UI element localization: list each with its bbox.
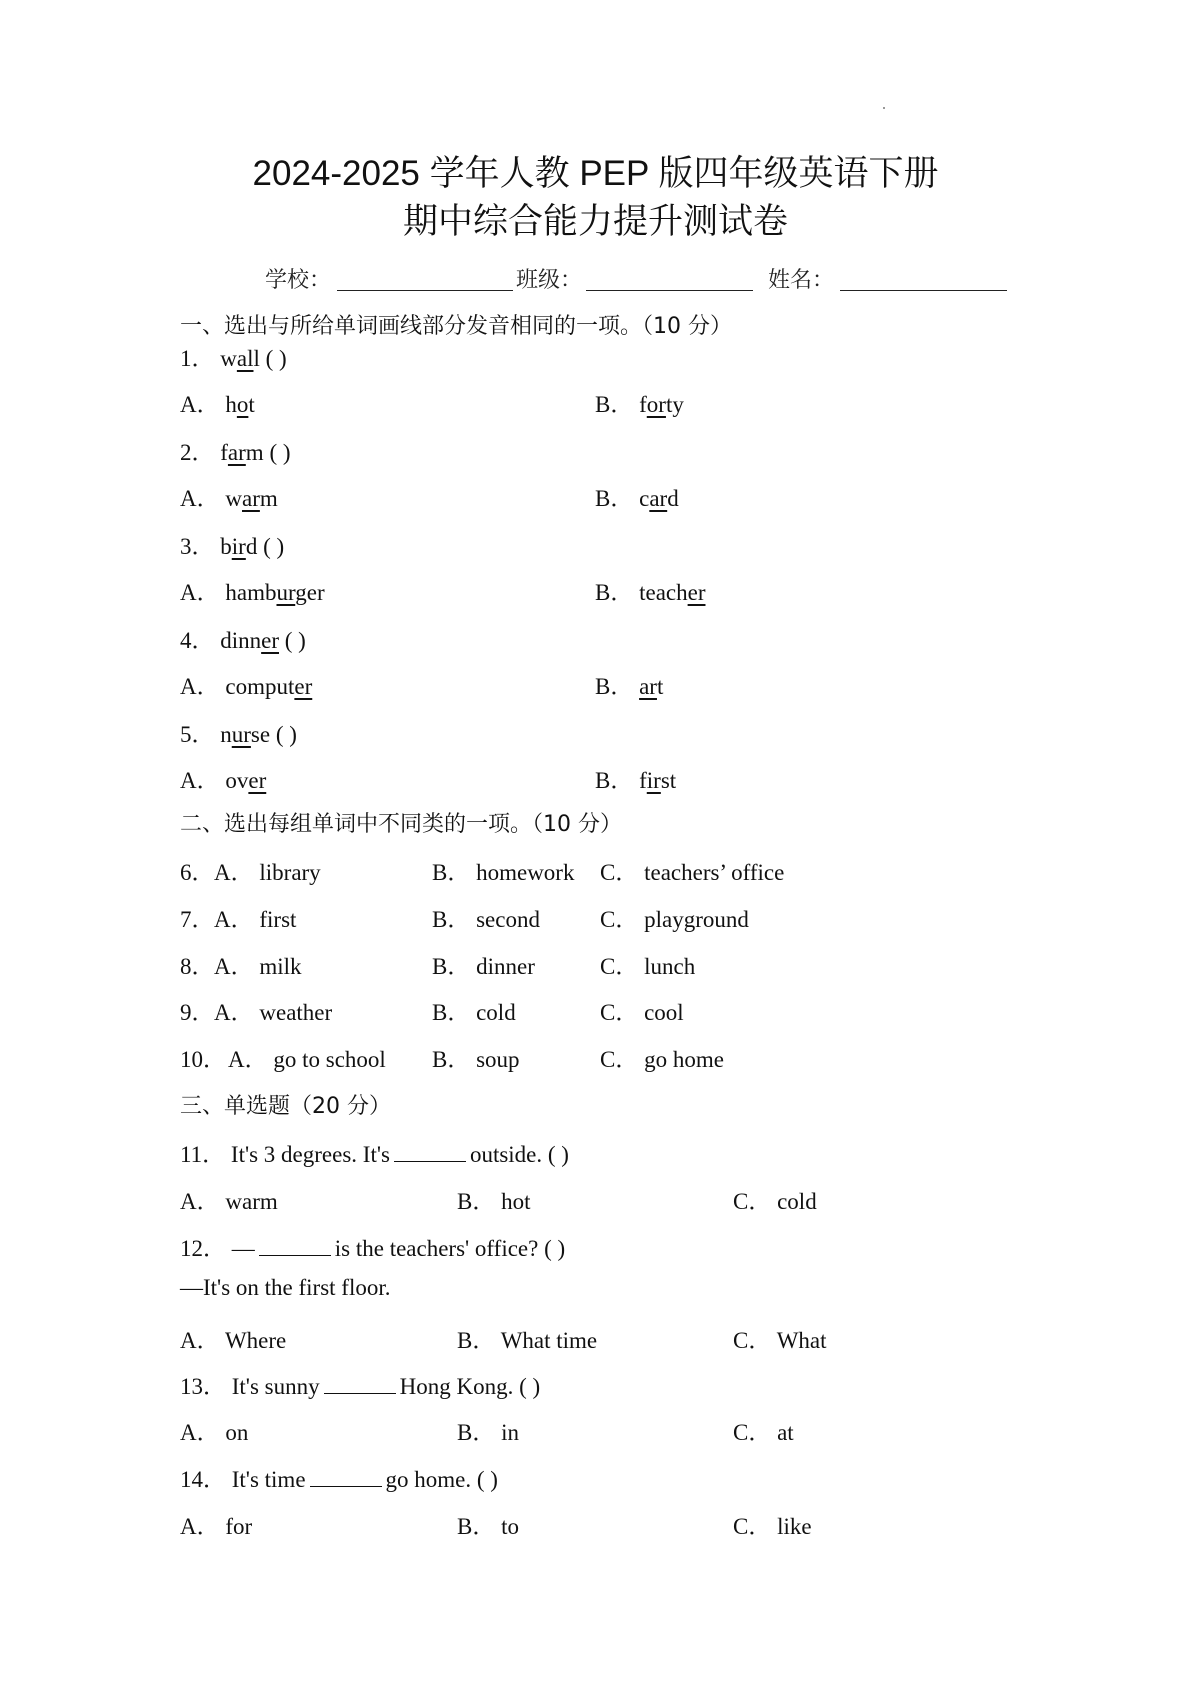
option-b[interactable] [595, 574, 705, 607]
option-letter: A． [180, 1328, 220, 1353]
option-text: cool [644, 1000, 684, 1025]
question-text-before: It's time [231, 1467, 306, 1492]
option-word [639, 674, 663, 699]
option-letter: B． [432, 1047, 471, 1072]
underlined-part: al [236, 346, 254, 371]
scan-dot [883, 107, 885, 109]
option-letter: B． [595, 580, 634, 605]
option-letter: A． [180, 1189, 220, 1214]
option-a[interactable] [180, 762, 266, 795]
option-a[interactable] [214, 948, 302, 981]
question-4 [180, 622, 306, 655]
underlined-part: ar [242, 486, 260, 511]
word-suffix: t [248, 392, 255, 417]
question-number: 3． [180, 534, 215, 559]
option-letter: B． [457, 1189, 496, 1214]
question-text-after: go home. ( ) [385, 1467, 498, 1492]
option-a[interactable] [180, 480, 278, 513]
option-letter: A． [180, 486, 220, 511]
option-text: cold [777, 1189, 817, 1214]
question-14 [180, 1461, 498, 1494]
option-c[interactable] [733, 1322, 827, 1355]
question-5 [180, 716, 297, 749]
underlined-part: ar [649, 486, 668, 511]
word-suffix: m [259, 486, 278, 511]
option-letter: C． [600, 1000, 639, 1025]
option-word [225, 674, 312, 699]
underlined-part: o [236, 392, 249, 417]
option-a[interactable] [180, 668, 312, 701]
word-prefix: b [220, 534, 232, 559]
option-word [639, 580, 705, 605]
option-letter: A． [228, 1047, 268, 1072]
question-word [220, 534, 257, 559]
answer-paren[interactable]: ( ) [269, 440, 291, 465]
answer-paren[interactable]: ( ) [284, 628, 306, 653]
question-number: 9． [180, 1000, 215, 1025]
option-text: dinner [476, 954, 535, 979]
option-letter: B． [595, 486, 634, 511]
option-text: for [225, 1514, 253, 1539]
option-letter: A． [214, 1000, 254, 1025]
underlined-part: ar [227, 440, 246, 465]
option-b[interactable] [457, 1322, 597, 1355]
answer-paren[interactable]: ( ) [275, 722, 297, 747]
option-text: second [476, 907, 540, 932]
option-a[interactable] [180, 1508, 252, 1541]
option-text: go home [644, 1047, 724, 1072]
word-prefix: n [220, 722, 232, 747]
question-number: 8． [180, 954, 215, 979]
underlined-part: er [687, 580, 706, 605]
question-number: 13． [180, 1374, 226, 1399]
question-text-before: — [231, 1236, 255, 1261]
option-letter: C． [733, 1328, 772, 1353]
option-letter: B． [432, 954, 471, 979]
option-letter: B． [595, 768, 634, 793]
word-prefix: dinn [220, 628, 262, 653]
option-c[interactable] [600, 854, 784, 887]
word-suffix: st [660, 768, 677, 793]
class-field[interactable] [586, 290, 753, 291]
question-number: 12． [180, 1236, 226, 1261]
option-word [225, 580, 324, 605]
option-b[interactable] [457, 1183, 530, 1216]
section3-heading: 三、单选题（20 分） [180, 1094, 391, 1119]
option-text: go to school [273, 1047, 386, 1072]
underlined-part: ur [231, 722, 251, 747]
option-c[interactable] [600, 901, 749, 934]
option-word [225, 392, 254, 417]
option-letter: C． [600, 954, 639, 979]
answer-blank[interactable] [259, 1237, 331, 1256]
option-a[interactable] [180, 1183, 278, 1216]
question-number: 10． [180, 1047, 226, 1072]
section1-heading: 一、选出与所给单词画线部分发音相同的一项。（10 分） [180, 314, 732, 339]
question-number: 14． [180, 1467, 226, 1492]
question-number: 7． [180, 907, 215, 932]
option-a[interactable] [214, 994, 332, 1027]
question-12 [180, 1230, 565, 1263]
question-text-after: outside. ( ) [469, 1142, 569, 1167]
option-text: playground [644, 907, 749, 932]
option-letter: B． [595, 674, 634, 699]
word-suffix: d [667, 486, 679, 511]
question-text-after: is the teachers' office? ( ) [334, 1236, 566, 1261]
question-11 [180, 1136, 569, 1169]
option-b[interactable] [432, 901, 540, 934]
word-prefix: w [225, 486, 242, 511]
word-suffix: l [253, 346, 260, 371]
question-response-line: —It's on the first floor. [180, 1275, 391, 1300]
option-text: warm [225, 1189, 278, 1214]
option-c[interactable] [733, 1414, 794, 1447]
option-text: milk [259, 954, 302, 979]
option-a[interactable] [214, 854, 321, 887]
word-prefix: ov [225, 768, 249, 793]
word-suffix: ty [665, 392, 684, 417]
option-word [225, 768, 266, 793]
option-a[interactable] [214, 901, 296, 934]
word-prefix: f [639, 392, 647, 417]
option-letter: A． [180, 580, 220, 605]
answer-blank[interactable] [394, 1143, 466, 1162]
word-suffix: ger [295, 580, 325, 605]
option-text: What time [500, 1328, 598, 1353]
word-prefix: teach [639, 580, 688, 605]
option-b[interactable] [595, 668, 663, 701]
option-letter: B． [457, 1328, 496, 1353]
option-c[interactable] [733, 1508, 812, 1541]
option-letter: B． [432, 1000, 471, 1025]
option-text: library [259, 860, 321, 885]
option-letter: B． [432, 860, 471, 885]
option-text: What [776, 1328, 827, 1353]
underlined-part: ir [646, 768, 661, 793]
word-suffix: d [245, 534, 258, 559]
option-text: lunch [644, 954, 696, 979]
option-text: soup [476, 1047, 520, 1072]
underlined-part: er [294, 674, 313, 699]
question-word [220, 722, 270, 747]
option-letter: C． [733, 1420, 772, 1445]
word-prefix: comput [225, 674, 295, 699]
option-word [225, 486, 277, 511]
question-text-after: Hong Kong. ( ) [399, 1374, 541, 1399]
option-text: weather [259, 1000, 333, 1025]
question-word [220, 628, 279, 653]
option-letter: C． [600, 860, 639, 885]
option-letter: C． [733, 1514, 772, 1539]
option-b[interactable] [432, 854, 574, 887]
name-label: 姓名： [768, 268, 835, 293]
option-letter: C． [733, 1189, 772, 1214]
word-prefix: w [220, 346, 237, 371]
question-13 [180, 1368, 540, 1401]
option-word [639, 392, 684, 417]
option-letter: B． [432, 907, 471, 932]
option-b[interactable] [432, 1041, 520, 1074]
question-text-before: It's sunny [231, 1374, 320, 1399]
page-title-line1: 2024-2025 学年人教 PEP 版四年级英语下册 [252, 154, 939, 193]
question-text-before: It's 3 degrees. It's [230, 1142, 390, 1167]
option-letter: A． [214, 954, 254, 979]
option-text: at [777, 1420, 794, 1445]
option-b[interactable] [595, 762, 676, 795]
name-field[interactable] [840, 290, 1007, 291]
school-field[interactable] [337, 290, 513, 291]
word-prefix: f [639, 768, 647, 793]
section2-heading: 二、选出每组单词中不同类的一项。（10 分） [180, 812, 622, 837]
question-number: 5． [180, 722, 215, 747]
underlined-part: ir [231, 534, 246, 559]
option-letter: A． [180, 768, 220, 793]
answer-paren[interactable]: ( ) [263, 534, 285, 559]
option-a[interactable] [180, 1414, 248, 1447]
option-c[interactable] [733, 1183, 817, 1216]
question-word [220, 440, 263, 465]
school-label: 学校： [265, 268, 332, 293]
option-word [639, 486, 679, 511]
option-letter: B． [595, 392, 634, 417]
option-letter: B． [457, 1420, 496, 1445]
word-prefix: h [225, 392, 237, 417]
question-number: 4． [180, 628, 215, 653]
question-2 [180, 434, 291, 467]
class-label: 班级： [516, 268, 583, 293]
option-text: like [777, 1514, 812, 1539]
word-suffix: t [656, 674, 664, 699]
question-number: 11． [180, 1142, 226, 1167]
option-text: to [501, 1514, 519, 1539]
option-b[interactable] [457, 1414, 519, 1447]
question-number: 2． [180, 440, 215, 465]
answer-paren[interactable]: ( ) [265, 346, 287, 371]
option-c[interactable] [600, 1041, 724, 1074]
word-suffix: se [250, 722, 271, 747]
underlined-part: er [261, 628, 280, 653]
option-b[interactable] [595, 480, 679, 513]
option-letter: A． [180, 392, 220, 417]
word-prefix: hamb [225, 580, 277, 605]
question-1 [180, 340, 287, 373]
option-a[interactable] [228, 1041, 386, 1074]
option-b[interactable] [432, 994, 516, 1027]
option-letter: C． [600, 907, 639, 932]
option-b[interactable] [432, 948, 535, 981]
option-text: hot [501, 1189, 531, 1214]
option-c[interactable] [600, 948, 695, 981]
option-text: first [259, 907, 297, 932]
question-number: 6． [180, 860, 215, 885]
answer-blank[interactable] [324, 1375, 396, 1394]
word-prefix: c [639, 486, 650, 511]
option-text: Where [224, 1328, 287, 1353]
option-text: in [501, 1420, 519, 1445]
option-letter: B． [457, 1514, 496, 1539]
option-letter: A． [180, 1420, 220, 1445]
word-prefix: f [220, 440, 228, 465]
answer-blank[interactable] [310, 1468, 382, 1487]
option-text: cold [476, 1000, 516, 1025]
page-title-line2: 期中综合能力提升测试卷 [402, 202, 788, 241]
option-a[interactable] [180, 574, 325, 607]
underlined-part: ur [276, 580, 296, 605]
underlined-part: ar [639, 674, 657, 699]
option-text: homework [476, 860, 575, 885]
option-text: teachers’ office [644, 860, 785, 885]
option-letter: A． [180, 1514, 220, 1539]
underlined-part: or [646, 392, 666, 417]
question-3 [180, 528, 284, 561]
option-letter: A． [180, 674, 220, 699]
question-word [220, 346, 260, 371]
option-text: on [225, 1420, 249, 1445]
option-a[interactable] [180, 1322, 286, 1355]
question-number: 1． [180, 346, 215, 371]
option-c[interactable] [600, 994, 684, 1027]
option-letter: C． [600, 1047, 639, 1072]
option-b[interactable] [457, 1508, 519, 1541]
option-b[interactable] [595, 386, 684, 419]
underlined-part: er [248, 768, 267, 793]
option-letter: A． [214, 860, 254, 885]
word-suffix: m [245, 440, 264, 465]
option-a[interactable] [180, 386, 255, 419]
option-word [639, 768, 676, 793]
option-letter: A． [214, 907, 254, 932]
